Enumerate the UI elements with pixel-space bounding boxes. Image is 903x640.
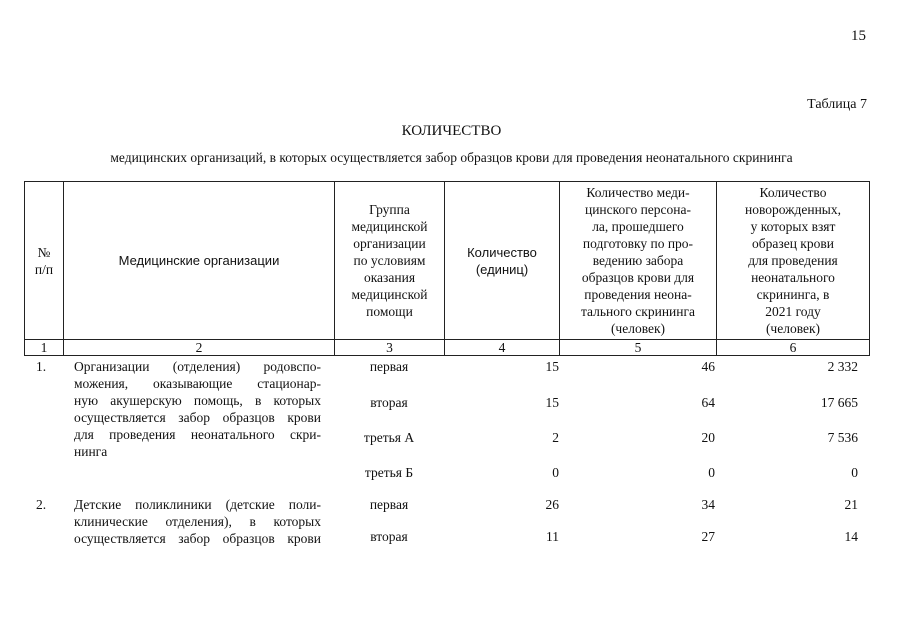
- newborns-cell: 14: [844, 529, 858, 544]
- header-staff: Количество меди- цинского персона- ла, прошедшего подготовку по про- ведению забора образцов крови для проведения неона- тального скрининга (человек): [560, 182, 717, 340]
- count-cell: 0: [552, 465, 559, 480]
- table-header: [24, 181, 869, 356]
- staff-cell: 27: [701, 529, 715, 544]
- newborns-cell: 7 536: [827, 430, 858, 445]
- col-number: 4: [445, 340, 560, 356]
- newborns-cell: 2 332: [827, 359, 858, 374]
- count-cell: 15: [545, 395, 559, 410]
- newborns-cell: 17 665: [820, 395, 858, 410]
- count-cell: 26: [545, 497, 559, 512]
- organization-name: Организации (отделения) родовспо- можения, оказывающие стационар- ную акушерскую помощь, в которых осуществляется забор образцов крови для проведения неонатального скри- нинга: [74, 359, 321, 459]
- column-numbers-row: [25, 340, 870, 356]
- header-num: № п/п: [25, 182, 64, 340]
- newborns-cell: 21: [844, 497, 858, 512]
- col-number: 2: [64, 340, 335, 356]
- col-number: 3: [335, 340, 445, 356]
- group-cell: третья А: [363, 430, 415, 445]
- count-cell: 11: [546, 529, 559, 544]
- group-cell: вторая: [370, 395, 408, 410]
- staff-cell: 34: [701, 497, 715, 512]
- col-number: 5: [560, 340, 717, 356]
- count-cell: 2: [552, 430, 559, 445]
- col-number: 1: [25, 340, 64, 356]
- header-count: Количество (единиц): [445, 182, 560, 340]
- count-cell: 15: [545, 359, 559, 374]
- organization-name: Детские поликлиники (детские поли- клинические отделения), в которых осуществляется забор образцов крови: [74, 497, 321, 546]
- row-number: 2.: [36, 497, 47, 512]
- table-subtitle: медицинских организаций, в которых осуществляется забор образцов крови для проведения неонатального скрининга: [110, 150, 793, 165]
- staff-cell: 46: [701, 359, 715, 374]
- group-cell: третья Б: [364, 465, 414, 480]
- row-number: 1.: [36, 359, 47, 374]
- page-number: 15: [851, 28, 866, 44]
- group-cell: первая: [369, 497, 409, 512]
- staff-cell: 64: [701, 395, 715, 410]
- col-number: 6: [717, 340, 870, 356]
- staff-cell: 20: [701, 430, 715, 445]
- header-organizations: Медицинские организации: [64, 182, 335, 340]
- group-cell: первая: [369, 359, 409, 374]
- header-newborns: Количество новорожденных, у которых взят образец крови для проведения неонатального скрининга, в 2021 году (человек): [717, 182, 870, 340]
- staff-cell: 0: [708, 465, 715, 480]
- header-group: Группа медицинской организации по условиям оказания медицинской помощи: [335, 182, 445, 340]
- group-cell: вторая: [370, 529, 408, 544]
- table-title: КОЛИЧЕСТВО: [401, 123, 502, 139]
- table-label: Таблица 7: [807, 97, 867, 112]
- newborns-cell: 0: [851, 465, 858, 480]
